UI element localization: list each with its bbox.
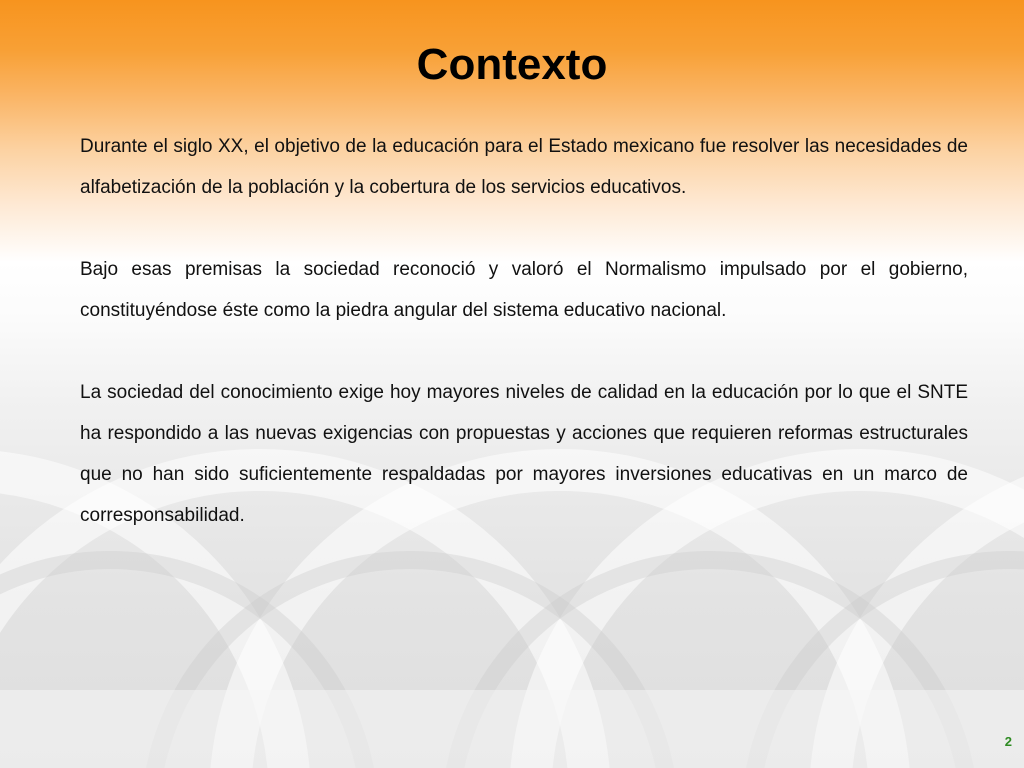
page-number: 2	[1004, 734, 1012, 749]
bottom-band	[0, 690, 1024, 768]
paragraph-3: La sociedad del conocimiento exige hoy mayores niveles de calidad en la educación por lo que el SNTE ha respondido a las nuevas exigencias con propuestas y acciones que requieren reformas estructurales que no han sido suficientemente respaldadas por mayores inversiones educativas en un marco de corresponsabilidad.	[80, 382, 968, 526]
paragraph-2: Bajo esas premisas la sociedad reconoció y valoró el Normalismo impulsado por el gobierno, constituyéndose éste como la piedra angular del sistema educativo nacional.	[80, 259, 968, 321]
paragraph-1: Durante el siglo XX, el objetivo de la educación para el Estado mexicano fue resolver las necesidades de alfabetización de la población y la cobertura de los servicios educativos.	[80, 136, 968, 198]
slide-title: Contexto	[416, 40, 608, 89]
slide-body	[80, 126, 968, 577]
